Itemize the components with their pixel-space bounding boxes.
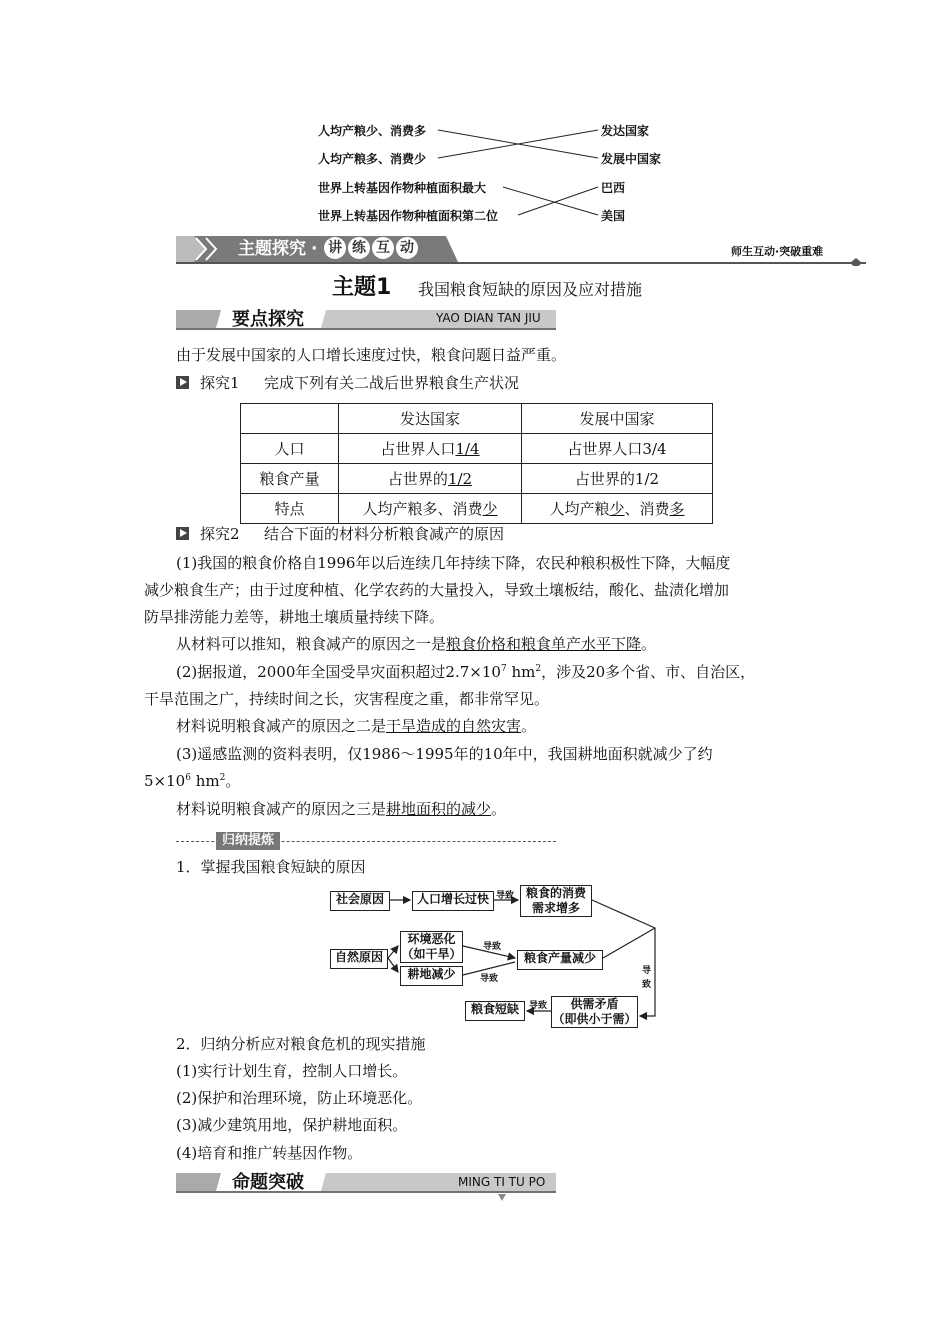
topic-title: 我国粮食短缺的原因及应对措施 xyxy=(418,280,643,299)
matching-left-4: 世界上转基因作物种植面积第二位 xyxy=(318,209,499,223)
cell-text: 、消费 xyxy=(624,500,670,518)
summary-point2: 2．归纳分析应对粮食危机的现实措施 xyxy=(176,1035,426,1053)
explore2-label: 探究2 xyxy=(200,525,240,543)
table-cell: 占世界人口3/4 xyxy=(522,434,713,464)
section-pinyin: YAO DIAN TAN JIU xyxy=(436,311,541,325)
text: (2)据报道，2000年全国受旱灾面积超过2.7×10 xyxy=(176,663,501,681)
text: 。 xyxy=(225,772,241,790)
section-title: 要点探究 xyxy=(232,309,304,330)
flow-lead-label: 导致 xyxy=(483,942,502,952)
superscript: 2 xyxy=(219,773,226,783)
answer-prefix: 材料说明粮食减产的原因之二是 xyxy=(176,717,387,735)
flow-supply-demand-contradiction xyxy=(551,996,638,1028)
matching-right-4: 美国 xyxy=(601,209,626,223)
banner-title: 主题探究 xyxy=(238,239,306,259)
matching-right-1: 发达国家 xyxy=(601,124,650,138)
table-cell: 占世界的1/2 xyxy=(522,464,713,494)
banner-char: 讲 xyxy=(324,237,346,259)
answer-suffix: 。 xyxy=(521,717,537,735)
measure-item: (2)保护和治理环境，防止环境恶化。 xyxy=(176,1089,423,1107)
box-line: 需求增多 xyxy=(531,901,580,915)
answer-prefix: 从材料可以推知，粮食减产的原因之一是 xyxy=(176,635,447,653)
flow-farmland-reduction: 耕地减少 xyxy=(400,966,463,986)
para3-line1: (3)遥感监测的资料表明，仅1986～1995年的10年中，我国耕地面积就减少了约 xyxy=(176,745,713,763)
table-header-cell: 发展中国家 xyxy=(522,404,713,434)
flow-output-decrease: 粮食产量减少 xyxy=(517,950,603,970)
box-line: 粮食的消费 xyxy=(525,886,586,900)
flow-lead-label-v1: 导 xyxy=(642,966,652,976)
answer-text: 干旱造成的自然灾害 xyxy=(386,717,522,735)
superscript: 6 xyxy=(185,773,191,783)
cell-text: 人均产粮 xyxy=(549,500,610,518)
banner-dot: · xyxy=(311,239,318,259)
matching-left-1: 人均产粮少、消费多 xyxy=(318,124,427,138)
text: 5×10 xyxy=(144,772,186,790)
text: ，涉及20多个省、市、自治区， xyxy=(541,663,756,681)
answer-prefix: 材料说明粮食减产的原因之三是 xyxy=(176,800,387,818)
explore1-text: 完成下列有关二战后世界粮食生产状况 xyxy=(264,374,520,392)
cell-answer: 少 xyxy=(482,500,498,518)
flow-lead-label-v2: 致 xyxy=(642,980,652,990)
table-cell: 粮食产量 xyxy=(241,464,339,494)
para1-line3: 防旱排涝能力差等，耕地土壤质量持续下降。 xyxy=(144,608,445,626)
summary-point1: 1．掌握我国粮食短缺的原因 xyxy=(176,858,366,876)
cell-answer: 多 xyxy=(669,500,685,518)
answer-suffix: 。 xyxy=(641,635,657,653)
measure-item: (1)实行计划生育，控制人口增长。 xyxy=(176,1062,408,1080)
matching-left-2: 人均产粮多、消费少 xyxy=(318,152,427,166)
table-header-cell: 发达国家 xyxy=(339,404,522,434)
flow-natural-cause: 自然原因 xyxy=(330,949,388,969)
banner-char: 互 xyxy=(372,237,394,259)
table-cell: 特点 xyxy=(241,494,339,524)
banner-char: 动 xyxy=(396,237,418,259)
flow-demand-increase xyxy=(520,885,592,917)
cell-text: 占世界人口 xyxy=(380,440,456,458)
banner-right-text: 师生互动·突破重难 xyxy=(731,245,824,258)
superscript: 7 xyxy=(500,664,507,674)
para2-line2: 干旱范围之广，持续时间之长，灾害程度之重，都非常罕见。 xyxy=(144,690,550,708)
box-line: 供需矛盾 xyxy=(570,997,619,1011)
summary-label: 归纳提炼 xyxy=(216,832,280,850)
flow-grain-shortage: 粮食短缺 xyxy=(465,1001,525,1021)
superscript: 2 xyxy=(535,664,542,674)
answer-text: 耕地面积的减少 xyxy=(386,800,492,818)
explore2-text: 结合下面的材料分析粮食减产的原因 xyxy=(264,525,505,543)
banner-char: 练 xyxy=(348,237,370,259)
box-line: 环境恶化 xyxy=(407,932,456,946)
cell-answer: 1/4 xyxy=(455,440,480,458)
box-line: （如干旱） xyxy=(401,947,462,961)
matching-right-2: 发展中国家 xyxy=(601,152,662,166)
text: hm xyxy=(506,663,536,681)
text: hm xyxy=(190,772,220,790)
matching-right-3: 巴西 xyxy=(601,181,626,195)
flow-lead-label: 导致 xyxy=(496,891,515,901)
section-pinyin: MING TI TU PO xyxy=(458,1175,546,1189)
flow-environment-degradation xyxy=(400,931,463,963)
matching-left-3: 世界上转基因作物种植面积最大 xyxy=(318,181,487,195)
measure-item: (4)培育和推广转基因作物。 xyxy=(176,1144,363,1162)
measure-item: (3)减少建筑用地，保护耕地面积。 xyxy=(176,1116,408,1134)
answer-suffix: 。 xyxy=(491,800,507,818)
cell-answer: 少 xyxy=(609,500,625,518)
flow-lead-label: 导致 xyxy=(480,974,499,984)
cell-answer: 1/2 xyxy=(447,470,473,488)
topic-number: 主题1 xyxy=(332,275,392,300)
flow-social-cause: 社会原因 xyxy=(330,891,390,911)
cell-text: 人均产粮多、消费 xyxy=(362,500,483,518)
box-line: （即供小于需） xyxy=(552,1012,637,1026)
para1-line1: (1)我国的粮食价格自1996年以后连续几年持续下降，农民种粮积极性下降，大幅度 xyxy=(176,554,731,572)
flow-population-growth: 人口增长过快 xyxy=(412,891,494,911)
table-cell: 人口 xyxy=(241,434,339,464)
flow-lead-label: 导致 xyxy=(529,1001,548,1011)
explore1-label: 探究1 xyxy=(200,374,240,392)
section-title: 命题突破 xyxy=(232,1172,304,1193)
cell-text: 占世界的 xyxy=(387,470,448,488)
intro-text: 由于发展中国家的人口增长速度过快，粮食问题日益严重。 xyxy=(176,346,567,364)
para1-line2: 减少粮食生产；由于过度种植、化学农药的大量投入，导致土壤板结，酸化、盐渍化增加 xyxy=(144,581,730,599)
answer-text: 粮食价格和粮食单产水平下降 xyxy=(446,635,642,653)
